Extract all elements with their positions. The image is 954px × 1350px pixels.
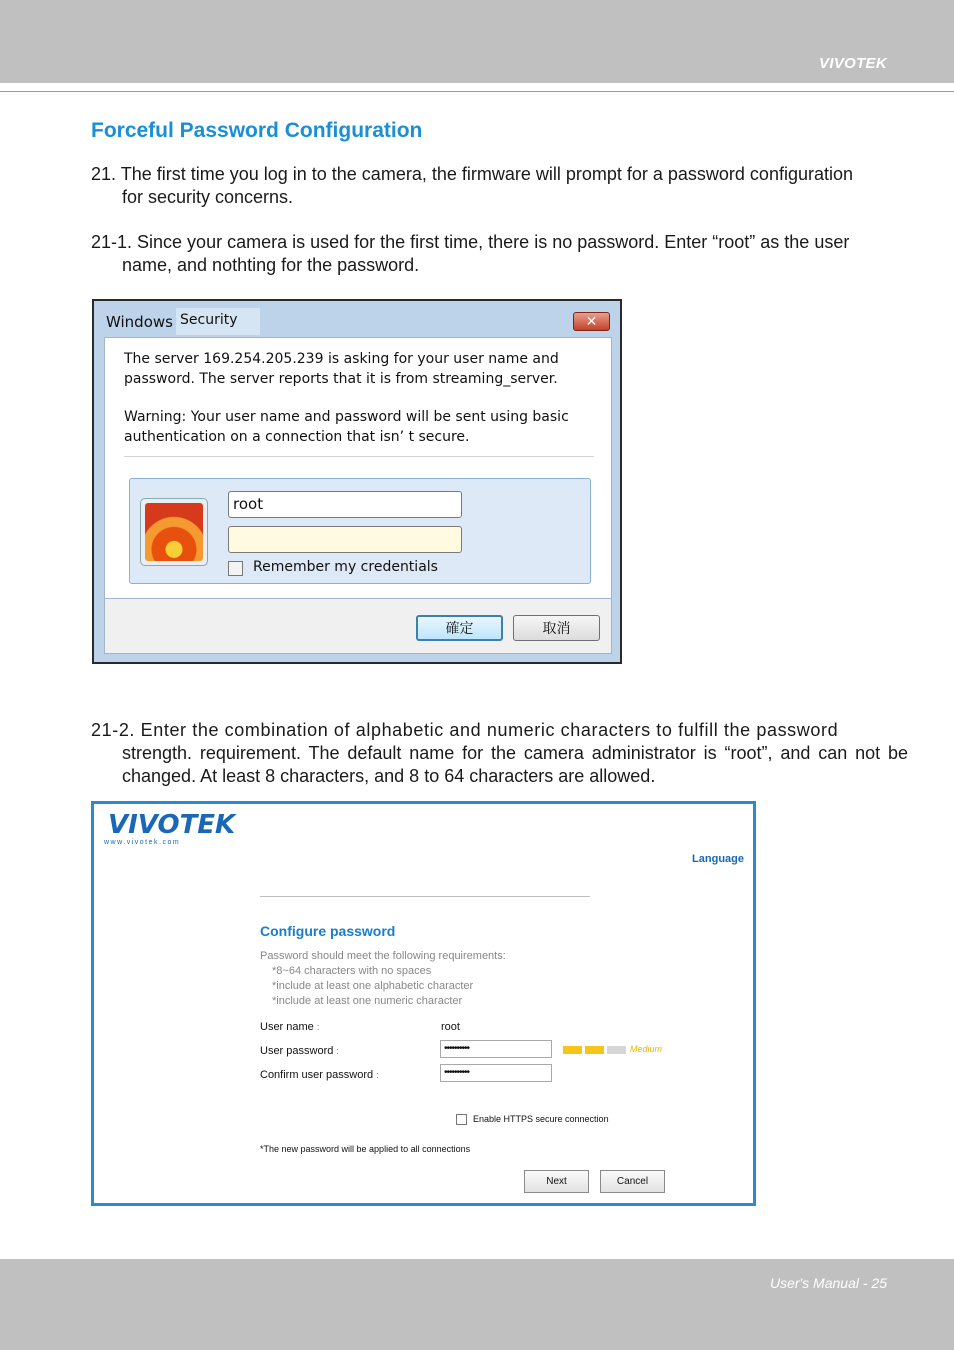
https-checkbox[interactable] [456,1114,467,1125]
password-strength-label: Medium [630,1044,663,1054]
paragraph-21-line1: 21. The first time you log in to the camera, the firmware will prompt for a password configuration [91,164,854,184]
requirement-item: *include at least one alphabetic character [272,980,474,992]
configure-password-heading: Configure password [260,923,396,939]
paragraph-21-1 [91,231,908,277]
remember-credentials-label: Remember my credentials [253,559,438,575]
requirement-item: *include at least one numeric character [272,995,463,1007]
user-password-input[interactable]: •••••••••• [440,1040,552,1058]
strength-segment [563,1046,582,1054]
https-checkbox-label: Enable HTTPS secure connection [473,1114,609,1124]
dialog-warning-message [124,407,569,447]
dialog-separator [124,456,594,457]
server-message-line1: The server 169.254.205.239 is asking for your user name and [124,351,559,367]
paragraph-21-1-line2: name, and nothting for the password. [122,255,420,275]
user-password-label [260,1045,339,1057]
footer-band [0,1259,954,1350]
page-number-label: User's Manual - 25 [769,1275,887,1291]
dialog-server-message [124,349,559,389]
strength-segment [585,1046,604,1054]
user-password-label-text: User password [260,1045,334,1057]
remember-credentials-checkbox[interactable] [228,561,243,576]
strength-segment [607,1046,626,1054]
brand-label: VIVOTEK [819,55,887,72]
language-link[interactable]: Language [692,853,744,865]
header-band [0,0,954,83]
label-colon: : [316,1022,320,1032]
dialog-title-security: Security [176,308,260,335]
paragraph-21-line2: for security concerns. [122,187,294,207]
label-colon: : [376,1070,379,1080]
vivotek-logo [98,810,236,850]
password-requirements [260,949,506,1009]
label-colon: : [336,1046,339,1056]
user-avatar-icon [140,498,208,566]
paragraph-21-1-line1: 21-1. Since your camera is used for the first time, there is no password. Enter “root” as the user [91,232,850,252]
server-message-line2: password. The server reports that it is from streaming_server. [124,371,558,387]
password-input[interactable] [228,526,462,553]
connections-note: *The new password will be applied to all connections [260,1144,471,1154]
username-input[interactable]: root [228,491,462,518]
warning-message-line1: Warning: Your user name and password will be sent using basic [124,409,569,425]
confirm-password-label-text: Confirm user password [260,1069,374,1081]
logo-wordmark: VIVOTEK [108,810,236,840]
dialog-body [104,337,612,599]
section-title: Forceful Password Configuration [91,119,423,142]
user-name-label [260,1021,319,1033]
flower-picture [145,503,203,561]
next-button[interactable]: Next [524,1170,589,1193]
dialog-close-button[interactable]: ✕ [573,312,610,331]
logo-url: www.vivotek.com [104,839,181,846]
cancel-button[interactable]: Cancel [600,1170,665,1193]
cancel-button[interactable]: 取消 [513,615,600,641]
paragraph-21-2-line1: 21-2. Enter the combination of alphabetic and numeric characters to fulfill the password [91,720,839,740]
dialog-footer [104,599,612,654]
requirement-item: *8~64 characters with no spaces [272,965,432,977]
ok-button[interactable]: 確定 [416,615,503,641]
panel-divider [260,896,590,897]
warning-message-line2: authentication on a connection that isn’ t secure. [124,429,470,445]
paragraph-21 [91,163,908,209]
configure-password-panel [91,801,756,1206]
header-divider [0,91,954,92]
requirements-intro: Password should meet the following requirements: [260,950,506,962]
user-name-label-text: User name [260,1021,314,1033]
paragraph-21-2-rest: strength. requirement. The default name for the camera administrator is “root”, and can not be changed. At least 8 characters, and 8 to 64 characters are allowed. [122,743,908,786]
confirm-password-input[interactable]: •••••••••• [440,1064,552,1082]
windows-security-dialog [92,299,622,664]
paragraph-21-2 [91,719,908,788]
credential-tile [129,478,591,584]
dialog-title-windows: Windows [106,313,173,331]
user-name-value: root [441,1021,460,1033]
confirm-password-label [260,1069,379,1081]
